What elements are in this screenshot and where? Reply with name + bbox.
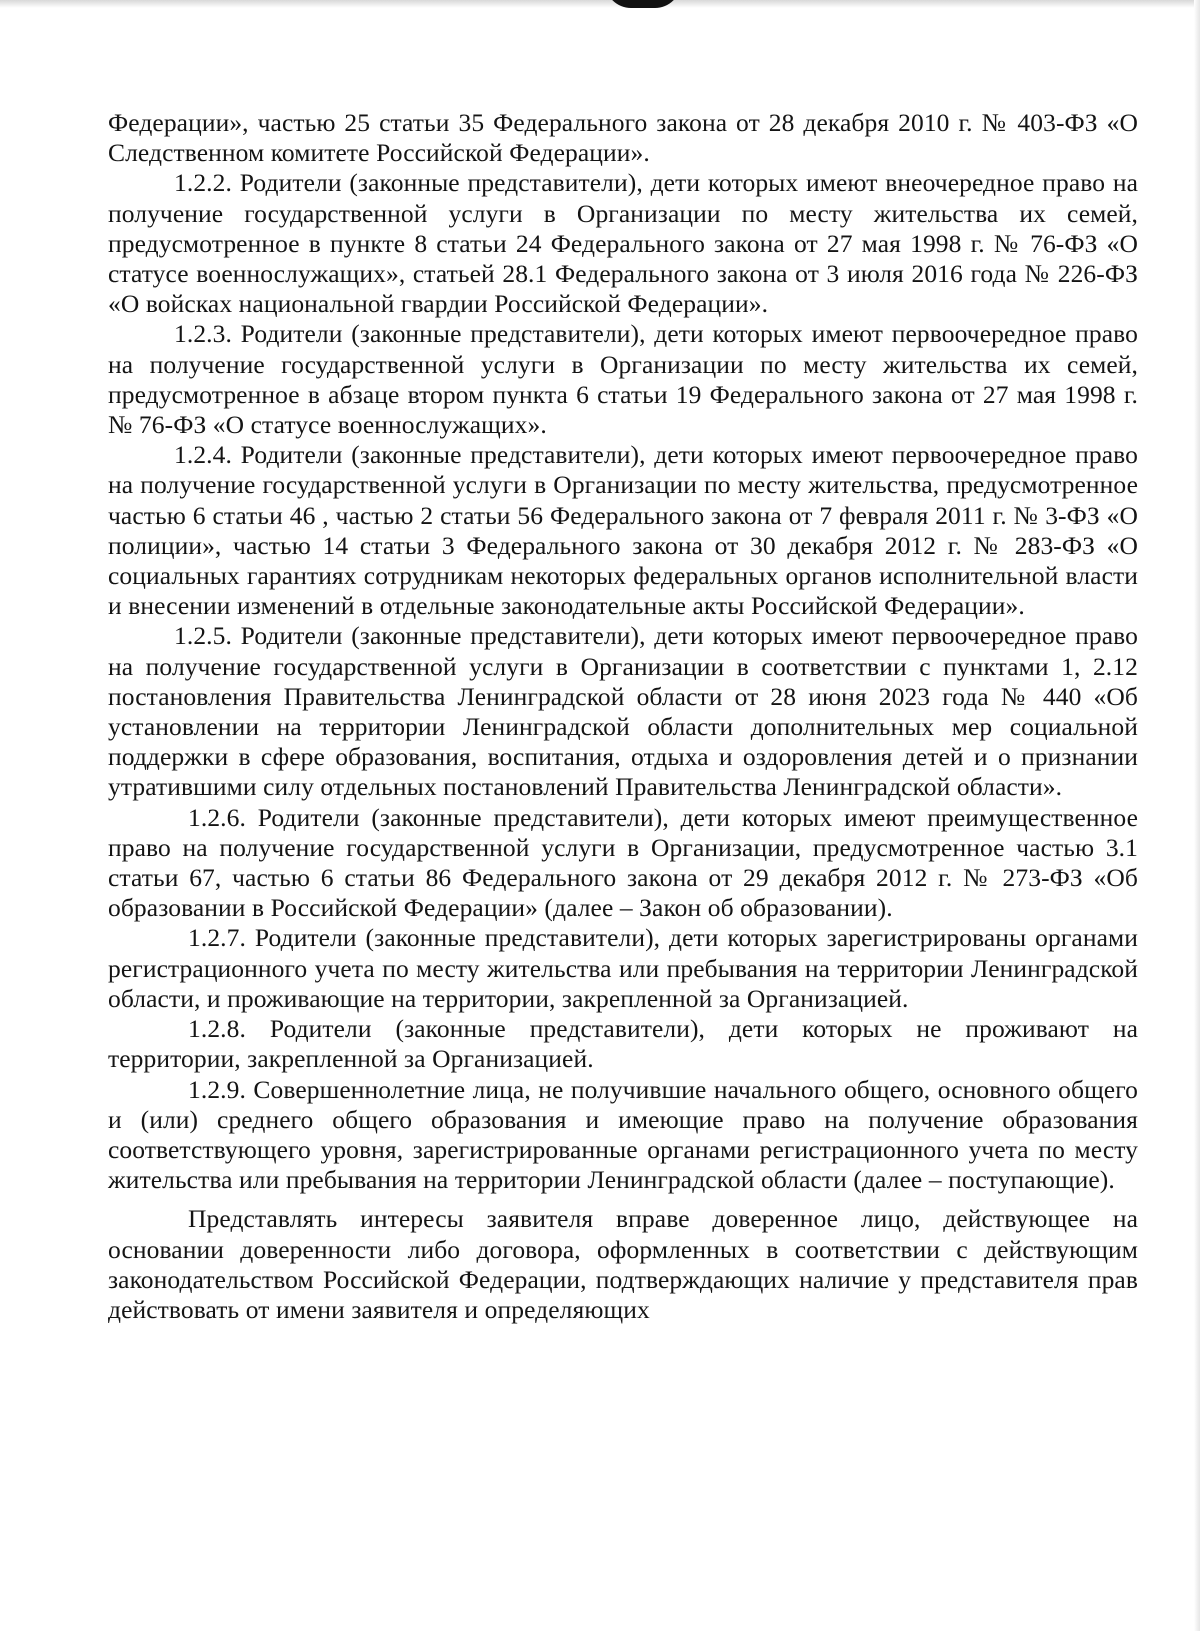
paragraph-1-2-7: 1.2.7. Родители (законные представители), дети которых зарегистрированы органами регистрационного учета по месту жительства или пребывания на территории Ленинградской области, и проживающие на территории, закрепленной за Организацией. bbox=[108, 923, 1138, 1013]
scan-edge-right bbox=[1194, 0, 1200, 1631]
scan-edge-top bbox=[0, 0, 1200, 8]
paragraph-1-2-5: 1.2.5. Родители (законные представители), дети которых имеют первоочередное право на получение государственной услуги в Организации в соответствии с пунктами 1, 2.12 постановления Правительства Ленинградской области от 28 июня 2023 года № 440 «Об установлении на территории Ленинградской области дополнительных мер социальной поддержки в сфере образования, воспитания, отдыха и оздоровления детей и о признании утратившими силу отдельных постановлений Правительства Ленинградской области». bbox=[108, 621, 1138, 802]
paragraph-representative: Представлять интересы заявителя вправе доверенное лицо, действующее на основании доверенности либо договора, оформленных в соответствии с действующим законодательством Российской Федерации, подтверждающих наличие у представителя прав действовать от имени заявителя и определяющих bbox=[108, 1204, 1138, 1324]
paragraph-1-2-9: 1.2.9. Совершеннолетние лица, не получившие начального общего, основного общего и (или) среднего общего образования и имеющие право на получение образования соответствующего уровня, зарегистрированные органами регистрационного учета по месту жительства или пребывания на территории Ленинградской области (далее – поступающие). bbox=[108, 1074, 1138, 1195]
paragraph-continuation: Федерации», частью 25 статьи 35 Федерального закона от 28 декабря 2010 г. № 403-ФЗ «О Следственном комитете Российской Федерации». bbox=[108, 108, 1138, 168]
paragraph-1-2-3: 1.2.3. Родители (законные представители), дети которых имеют первоочередное право на получение государственной услуги в Организации по месту жительства их семей, предусмотренное в абзаце втором пункта 6 статьи 19 Федерального закона от 27 мая 1998 г. № 76-ФЗ «О статусе военнослужащих». bbox=[108, 319, 1138, 440]
paragraph-1-2-4: 1.2.4. Родители (законные представители), дети которых имеют первоочередное право на получение государственной услуги в Организации по месту жительства, предусмотренное частью 6 статьи 46 , частью 2 статьи 56 Федерального закона от 7 февраля 2011 г. № 3-ФЗ «О полиции», частью 14 статьи 3 Федерального закона от 30 декабря 2012 г. № 283-ФЗ «О социальных гарантиях сотрудникам некоторых федеральных органов исполнительной власти и внесении изменений в отдельные законодательные акты Российской Федерации». bbox=[108, 440, 1138, 621]
document-page bbox=[108, 108, 1138, 1325]
paragraph-1-2-8: 1.2.8. Родители (законные представители), дети которых не проживают на территории, закрепленной за Организацией. bbox=[108, 1014, 1138, 1074]
paragraph-1-2-2: 1.2.2. Родители (законные представители), дети которых имеют внеочередное право на получение государственной услуги в Организации по месту жительства их семей, предусмотренное в пункте 8 статьи 24 Федерального закона от 27 мая 1998 г. № 76-ФЗ «О статусе военнослужащих», статьей 28.1 Федерального закона от 3 июля 2016 года № 226-ФЗ «О войсках национальной гвардии Российской Федерации». bbox=[108, 168, 1138, 319]
paragraph-1-2-6: 1.2.6. Родители (законные представители), дети которых имеют преимущественное право на получение государственной услуги в Организации, предусмотренное частью 3.1 статьи 67, частью 6 статьи 86 Федерального закона от 29 декабря 2012 г. № 273-ФЗ «Об образовании в Российской Федерации» (далее – Закон об образовании). bbox=[108, 802, 1138, 923]
